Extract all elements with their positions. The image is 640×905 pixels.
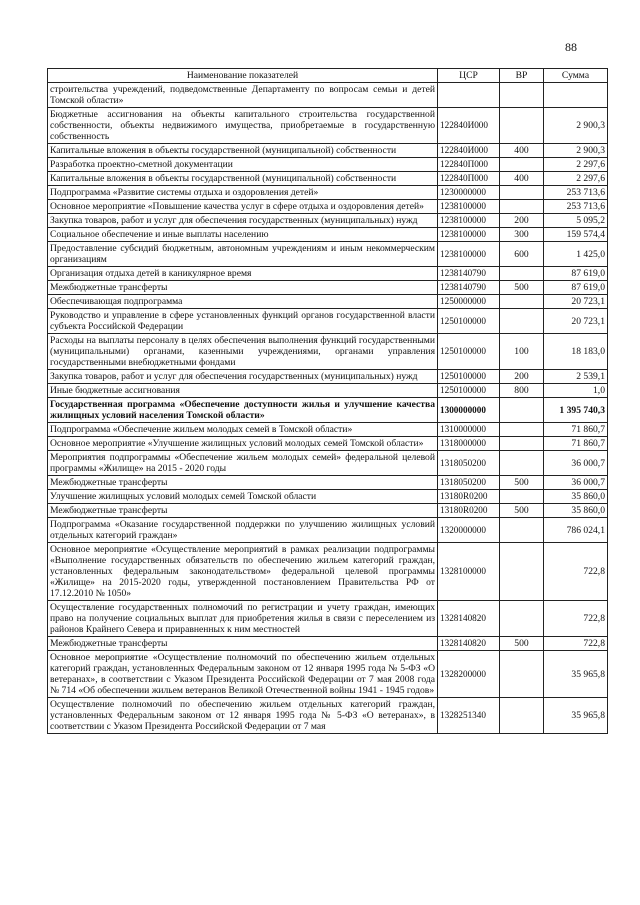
row-sum-cell: 253 713,6 (544, 186, 608, 200)
row-csr-cell: 1250100000 (438, 384, 500, 398)
row-sum-cell: 35 860,0 (544, 504, 608, 518)
row-sum-cell: 20 723,1 (544, 309, 608, 334)
row-sum-cell: 5 095,2 (544, 214, 608, 228)
table-row (48, 242, 608, 267)
row-sum-cell: 1,0 (544, 384, 608, 398)
row-vr-cell (500, 158, 544, 172)
table-row (48, 423, 608, 437)
row-csr-cell: 122840П000 (438, 158, 500, 172)
row-sum-cell: 71 860,7 (544, 437, 608, 451)
row-csr-cell: 1250100000 (438, 334, 500, 370)
row-vr-cell (500, 108, 544, 144)
row-csr-cell: 1328140820 (438, 637, 500, 651)
row-csr-cell: 1328200000 (438, 651, 500, 698)
row-name-cell: Подпрограмма «Оказание государственной поддержки по улучшению жилищных условий отдельных категорий граждан» (48, 518, 438, 543)
row-sum-cell: 18 183,0 (544, 334, 608, 370)
row-csr-cell: 1238140790 (438, 281, 500, 295)
row-vr-cell: 500 (500, 281, 544, 295)
row-sum-cell: 1 425,0 (544, 242, 608, 267)
table-row (48, 281, 608, 295)
table-body (48, 83, 608, 734)
row-name-cell: Подпрограмма «Обеспечение жильем молодых семей в Томской области» (48, 423, 438, 437)
row-name-cell: Иные бюджетные ассигнования (48, 384, 438, 398)
row-csr-cell: 1250000000 (438, 295, 500, 309)
row-name-cell: Основное мероприятие «Повышение качества услуг в сфере отдыха и оздоровления детей» (48, 200, 438, 214)
table-row (48, 518, 608, 543)
table-row (48, 172, 608, 186)
row-vr-cell (500, 490, 544, 504)
row-sum-cell: 159 574,4 (544, 228, 608, 242)
table-row (48, 295, 608, 309)
row-csr-cell: 13180R0200 (438, 504, 500, 518)
row-sum-cell: 87 619,0 (544, 267, 608, 281)
table-row (48, 186, 608, 200)
table-row (48, 144, 608, 158)
header-csr: ЦСР (438, 69, 500, 83)
row-csr-cell: 1328100000 (438, 543, 500, 601)
row-name-cell: Разработка проектно-сметной документации (48, 158, 438, 172)
row-name-cell: строительства учреждений, подведомственные Департаменту по вопросам семьи и детей Томской области» (48, 83, 438, 108)
budget-table (47, 68, 608, 734)
row-vr-cell (500, 437, 544, 451)
row-vr-cell (500, 543, 544, 601)
row-name-cell: Межбюджетные трансферты (48, 281, 438, 295)
row-sum-cell: 20 723,1 (544, 295, 608, 309)
row-name-cell: Межбюджетные трансферты (48, 637, 438, 651)
row-vr-cell (500, 423, 544, 437)
row-name-cell: Капитальные вложения в объекты государственной (муниципальной) собственности (48, 144, 438, 158)
row-name-cell: Капитальные вложения в объекты государственной (муниципальной) собственности (48, 172, 438, 186)
row-csr-cell: 13180R0200 (438, 490, 500, 504)
row-name-cell: Осуществление полномочий по обеспечению жильем отдельных категорий граждан, установленных Федеральным законом от 12 января 1995 года № 5-ФЗ «О ветеранах», в соответствии с Указом Президента Российской Федерации от 7 мая (48, 698, 438, 734)
table-row (48, 451, 608, 476)
row-csr-cell: 1318050200 (438, 451, 500, 476)
row-sum-cell: 253 713,6 (544, 200, 608, 214)
row-name-cell: Руководство и управление в сфере установленных функций органов государственной власти субъекта Российской Федерации (48, 309, 438, 334)
table-row (48, 83, 608, 108)
header-vr: ВР (500, 69, 544, 83)
row-vr-cell: 800 (500, 384, 544, 398)
row-vr-cell (500, 295, 544, 309)
row-csr-cell: 1300000000 (438, 398, 500, 423)
row-sum-cell: 2 297,6 (544, 172, 608, 186)
table-row (48, 214, 608, 228)
table-row (48, 601, 608, 637)
table-row (48, 437, 608, 451)
row-vr-cell (500, 698, 544, 734)
row-vr-cell (500, 186, 544, 200)
row-csr-cell: 1250100000 (438, 309, 500, 334)
row-sum-cell: 36 000,7 (544, 451, 608, 476)
row-name-cell: Осуществление государственных полномочий по регистрации и учету граждан, имеющих право на получение социальных выплат для приобретения жилья в связи с переселением из районов Крайнего Севера и приравненных к ним местностей (48, 601, 438, 637)
row-vr-cell: 300 (500, 228, 544, 242)
row-vr-cell (500, 518, 544, 543)
row-vr-cell: 200 (500, 370, 544, 384)
table-row (48, 384, 608, 398)
table-row (48, 309, 608, 334)
row-vr-cell (500, 83, 544, 108)
table-row (48, 651, 608, 698)
row-csr-cell: 1238100000 (438, 200, 500, 214)
row-csr-cell: 1318050200 (438, 476, 500, 490)
table-row (48, 637, 608, 651)
row-sum-cell: 2 900,3 (544, 108, 608, 144)
table-row (48, 476, 608, 490)
table-row (48, 398, 608, 423)
row-vr-cell (500, 309, 544, 334)
row-sum-cell: 2 297,6 (544, 158, 608, 172)
row-csr-cell: 1238140790 (438, 267, 500, 281)
table-row (48, 200, 608, 214)
page-number: 88 (565, 40, 577, 54)
row-sum-cell: 35 965,8 (544, 698, 608, 734)
row-csr-cell: 1328251340 (438, 698, 500, 734)
row-sum-cell: 722,8 (544, 601, 608, 637)
row-sum-cell: 722,8 (544, 543, 608, 601)
row-csr-cell: 1230000000 (438, 186, 500, 200)
table-row (48, 543, 608, 601)
row-vr-cell: 200 (500, 214, 544, 228)
row-vr-cell (500, 451, 544, 476)
row-sum-cell: 35 965,8 (544, 651, 608, 698)
row-vr-cell: 500 (500, 504, 544, 518)
row-sum-cell: 786 024,1 (544, 518, 608, 543)
row-csr-cell: 1328140820 (438, 601, 500, 637)
row-name-cell: Мероприятия подпрограммы «Обеспечение жильем молодых семей» федеральной целевой программы «Жилище» на 2015 - 2020 годы (48, 451, 438, 476)
row-csr-cell: 122840И000 (438, 144, 500, 158)
table-row (48, 158, 608, 172)
row-csr-cell: 1318000000 (438, 437, 500, 451)
row-name-cell: Закупка товаров, работ и услуг для обеспечения государственных (муниципальных) нужд (48, 370, 438, 384)
header-sum: Сумма (544, 69, 608, 83)
row-csr-cell: 1238100000 (438, 214, 500, 228)
row-vr-cell (500, 200, 544, 214)
row-csr-cell: 1250100000 (438, 370, 500, 384)
table-row (48, 490, 608, 504)
row-csr-cell (438, 83, 500, 108)
row-name-cell: Закупка товаров, работ и услуг для обеспечения государственных (муниципальных) нужд (48, 214, 438, 228)
row-vr-cell: 500 (500, 637, 544, 651)
row-name-cell: Улучшение жилищных условий молодых семей Томской области (48, 490, 438, 504)
row-name-cell: Государственная программа «Обеспечение доступности жилья и улучшение качества жилищных условий населения Томской области» (48, 398, 438, 423)
row-sum-cell: 36 000,7 (544, 476, 608, 490)
row-vr-cell: 400 (500, 172, 544, 186)
row-vr-cell (500, 267, 544, 281)
row-sum-cell: 2 900,3 (544, 144, 608, 158)
row-vr-cell: 400 (500, 144, 544, 158)
row-vr-cell: 100 (500, 334, 544, 370)
row-csr-cell: 122840И000 (438, 108, 500, 144)
table-row (48, 698, 608, 734)
row-name-cell: Основное мероприятие «Улучшение жилищных условий молодых семей Томской области» (48, 437, 438, 451)
row-name-cell: Бюджетные ассигнования на объекты капитального строительства государственной собственности, объекты недвижимого имущества, приобретаемые в государственную собственность (48, 108, 438, 144)
table-header (48, 69, 608, 83)
row-vr-cell: 600 (500, 242, 544, 267)
table-row (48, 108, 608, 144)
row-sum-cell: 71 860,7 (544, 423, 608, 437)
row-name-cell: Межбюджетные трансферты (48, 476, 438, 490)
row-vr-cell (500, 601, 544, 637)
row-csr-cell: 1320000000 (438, 518, 500, 543)
table-row (48, 228, 608, 242)
row-csr-cell: 1310000000 (438, 423, 500, 437)
row-sum-cell (544, 83, 608, 108)
row-sum-cell: 722,8 (544, 637, 608, 651)
row-csr-cell: 1238100000 (438, 242, 500, 267)
header-name: Наименование показателей (48, 69, 438, 83)
row-name-cell: Предоставление субсидий бюджетным, автономным учреждениям и иным некоммерческим организациям (48, 242, 438, 267)
row-vr-cell: 500 (500, 476, 544, 490)
row-name-cell: Подпрограмма «Развитие системы отдыха и оздоровления детей» (48, 186, 438, 200)
table-row (48, 334, 608, 370)
table-row (48, 267, 608, 281)
row-name-cell: Обеспечивающая подпрограмма (48, 295, 438, 309)
row-sum-cell: 1 395 740,3 (544, 398, 608, 423)
row-vr-cell (500, 398, 544, 423)
table-row (48, 504, 608, 518)
row-vr-cell (500, 651, 544, 698)
row-name-cell: Организация отдыха детей в каникулярное время (48, 267, 438, 281)
row-sum-cell: 35 860,0 (544, 490, 608, 504)
row-name-cell: Расходы на выплаты персоналу в целях обеспечения выполнения функций государственными (муниципальными) органами, казенными учреждениями, органами управления государственными внебюджетными фондами (48, 334, 438, 370)
row-sum-cell: 2 539,1 (544, 370, 608, 384)
row-name-cell: Социальное обеспечение и иные выплаты населению (48, 228, 438, 242)
row-sum-cell: 87 619,0 (544, 281, 608, 295)
table-row (48, 370, 608, 384)
row-name-cell: Межбюджетные трансферты (48, 504, 438, 518)
row-name-cell: Основное мероприятие «Осуществление мероприятий в рамках реализации подпрограммы «Выполнение государственных обязательств по обеспечению жильем категорий граждан, установленных федеральным законодательством» федеральной целевой программы «Жилище» на 2015-2020 годы, утвержденной постановлением Правительства РФ от 17.12.2010 № 1050» (48, 543, 438, 601)
row-name-cell: Основное мероприятие «Осуществление полномочий по обеспечению жильем отдельных категорий граждан, установленных Федеральным законом от 12 января 1995 года № 5-ФЗ «О ветеранах», в соответствии с Указом Президента Российской Федерации от 7 мая 2008 года № 714 «Об обеспечении жильем ветеранов Великой Отечественной войны 1941 - 1945 годов» (48, 651, 438, 698)
row-csr-cell: 1238100000 (438, 228, 500, 242)
row-csr-cell: 122840П000 (438, 172, 500, 186)
